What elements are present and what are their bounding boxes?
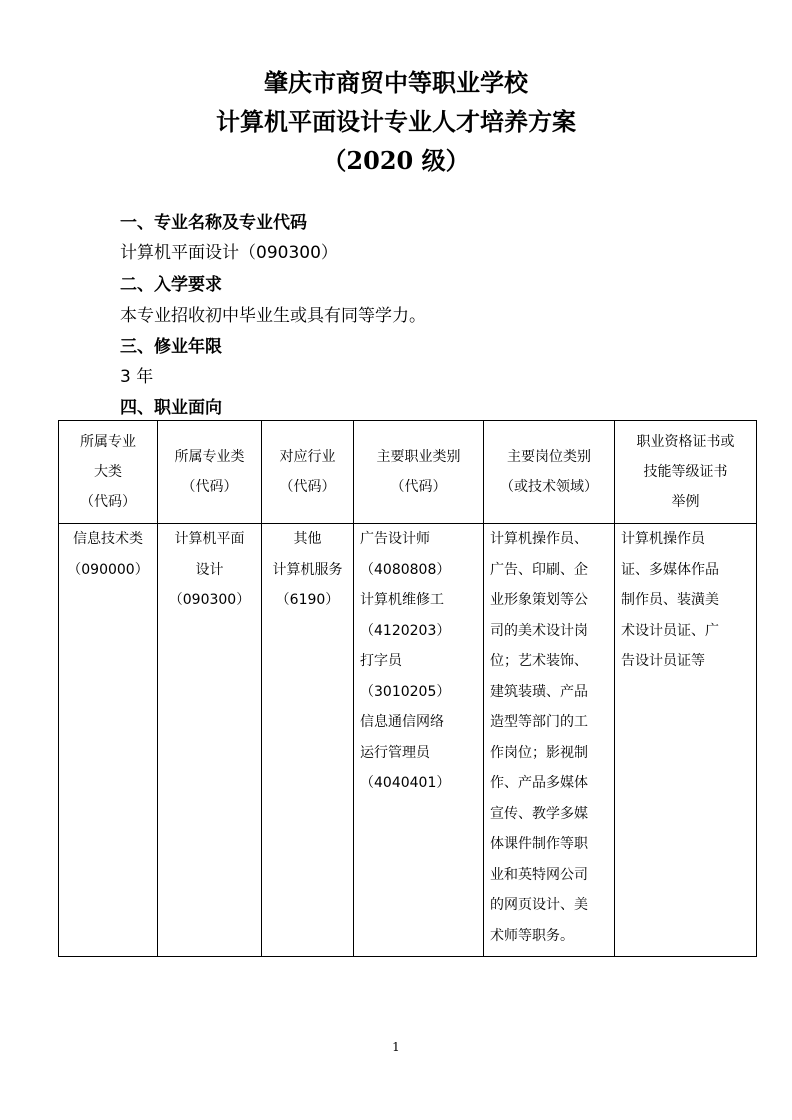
cell-certificate: 计算机操作员 证、多媒体作品 制作员、装潢美 术设计员证、广 告设计员证等	[615, 524, 757, 957]
school-title: 肇庆市商贸中等职业学校	[264, 68, 528, 97]
cell-occupation: 广告设计师 （4080808） 计算机维修工 （4120203） 打字员 （3010205） 信息通信网络 运行管理员 （4040401）	[354, 524, 484, 957]
cell-major-category: 信息技术类 （090000）	[59, 524, 158, 957]
header-certificate: 职业资格证书或 技能等级证书 举例	[615, 421, 757, 524]
header-major-class: 所属专业类 （代码）	[158, 421, 262, 524]
header-major-category: 所属专业 大类 （代码）	[59, 421, 158, 524]
header-position: 主要岗位类别 （或技术领域）	[484, 421, 615, 524]
page-number: 1	[392, 1040, 400, 1054]
section-heading-admission: 二、入学要求	[120, 275, 222, 295]
cell-position: 计算机操作员、 广告、印刷、企 业形象策划等公 司的美术设计岗 位；艺术装饰、 建筑装璜、产品 造型等部门的工 作岗位；影视制 作、产品多媒体 宣传、教学多媒 体课件制作等职 业和英特网公司 的网页设计、美 术师等职务。	[484, 524, 615, 957]
grade-title: （2020 级）	[322, 146, 470, 175]
section-heading-duration: 三、修业年限	[120, 337, 222, 357]
cell-industry: 其他 计算机服务 （6190）	[262, 524, 354, 957]
section-text-duration: 3 年	[120, 367, 154, 387]
table-header-row	[59, 421, 757, 524]
table-row	[59, 524, 757, 957]
section-text-admission: 本专业招收初中毕业生或具有同等学力。	[120, 306, 426, 326]
header-industry: 对应行业 （代码）	[262, 421, 354, 524]
section-heading-major: 一、专业名称及专业代码	[120, 213, 307, 233]
cell-major-class: 计算机平面 设计 （090300）	[158, 524, 262, 957]
plan-title: 计算机平面设计专业人才培养方案	[216, 107, 576, 136]
section-heading-career: 四、职业面向	[120, 398, 222, 418]
section-text-major: 计算机平面设计（090300）	[120, 243, 338, 263]
header-occupation: 主要职业类别 （代码）	[354, 421, 484, 524]
career-orientation-table	[58, 420, 757, 957]
